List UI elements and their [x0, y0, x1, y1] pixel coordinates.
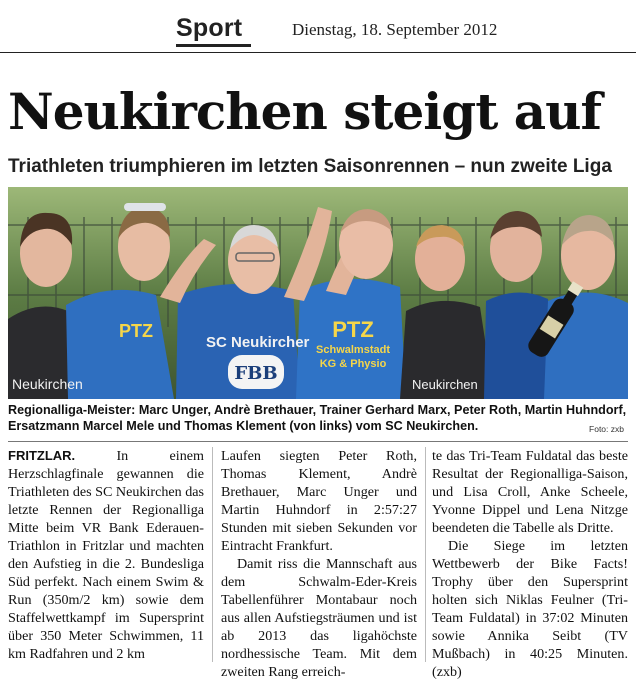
article-subheadline: Triathleten triumphieren im letzten Saisonrennen – nun zweite Liga — [8, 156, 612, 177]
newspaper-header — [0, 0, 636, 53]
column-divider — [212, 447, 213, 662]
shirt-text-fbb: FBB — [234, 363, 278, 384]
section-title: Sport — [176, 14, 243, 42]
column-divider — [425, 447, 426, 662]
article-column-2 — [221, 447, 417, 681]
caption-divider — [8, 441, 628, 442]
article-column-1 — [8, 447, 204, 663]
article-paragraph: Die Siege im letzten Wettbewerb der Bike Facts! Trophy über den Supersprint holten sich Niklas Feulner (Tri-Team Fuldatal) in 37:02 Minuten sowie Annika Seibt (TV Mußbach) in 40:25 Minuten. (zxb) — [432, 538, 628, 680]
article-paragraph: Damit riss die Mannschaft aus dem Schwalm-Eder-Kreis Tabellenführer Montabaur noch aus allen Aufstiegsträumen und ist ab 2013 das ligahöchste nordhessische Team. Mit dem zweiten Rang erreich- — [221, 556, 417, 680]
article-headline: Neukirchen steigt auf — [8, 82, 601, 141]
shirt-text-sc-neukirchen: SC Neukircher — [206, 334, 310, 351]
paragraph-text: In einem Herzschlagfinale gewannen die Triathleten des SC Neukirchen das letzte Rennen der Regionalliga Mitte beim VR Bank Ederauen-Triathlon in Fritzlar und machten den Aufstieg in die 2. Bundesliga Süd perfekt. Nach einem Swim & Run (350m/2 km) sowie dem Staffelwettkampf im Supersprint über 350 Meter Schwimmen, 11 km Radfahren und 2 km — [8, 448, 204, 662]
shirt-text-ptz-left: PTZ — [119, 321, 153, 341]
section-underline — [176, 44, 251, 47]
article-column-3 — [432, 447, 628, 681]
shirt-text-neukirchen-left: Neukirchen — [12, 376, 83, 392]
article-paragraph — [8, 447, 204, 663]
team-photo — [8, 187, 628, 399]
photo-caption: Regionalliga-Meister: Marc Unger, Andrè Brethauer, Trainer Gerhard Marx, Peter Roth, Martin Huhndorf, Ersatzmann Marcel Mele und Thomas Klement (von links) vom SC Neukirchen. — [8, 403, 627, 433]
shirt-text-schwalmstadt: Schwalmstadt — [316, 344, 390, 356]
shirt-text-kg-physio: KG & Physio — [319, 358, 387, 370]
publication-date: Dienstag, 18. September 2012 — [292, 20, 498, 39]
shirt-text-ptz: PTZ — [332, 317, 374, 342]
dateline: FRITZLAR. — [8, 448, 76, 463]
shirt-text-neukirchen-right: Neukirchen — [412, 377, 478, 392]
article-paragraph: Laufen siegten Peter Roth, Thomas Klement, Andrè Brethauer, Marc Unger und Martin Huhndorf in 2:57:27 Stunden mit sieben Sekunden vor Eintracht Frankfurt. — [221, 448, 417, 554]
article-paragraph: te das Tri-Team Fuldatal das beste Resultat der Regionalliga-Saison, und Lisa Croll, Anke Scheele, Yvonne Dippel und Lena Nitzge beendeten die Tabelle als Dritte. — [432, 448, 628, 536]
photo-credit: Foto: zxb — [589, 424, 624, 434]
